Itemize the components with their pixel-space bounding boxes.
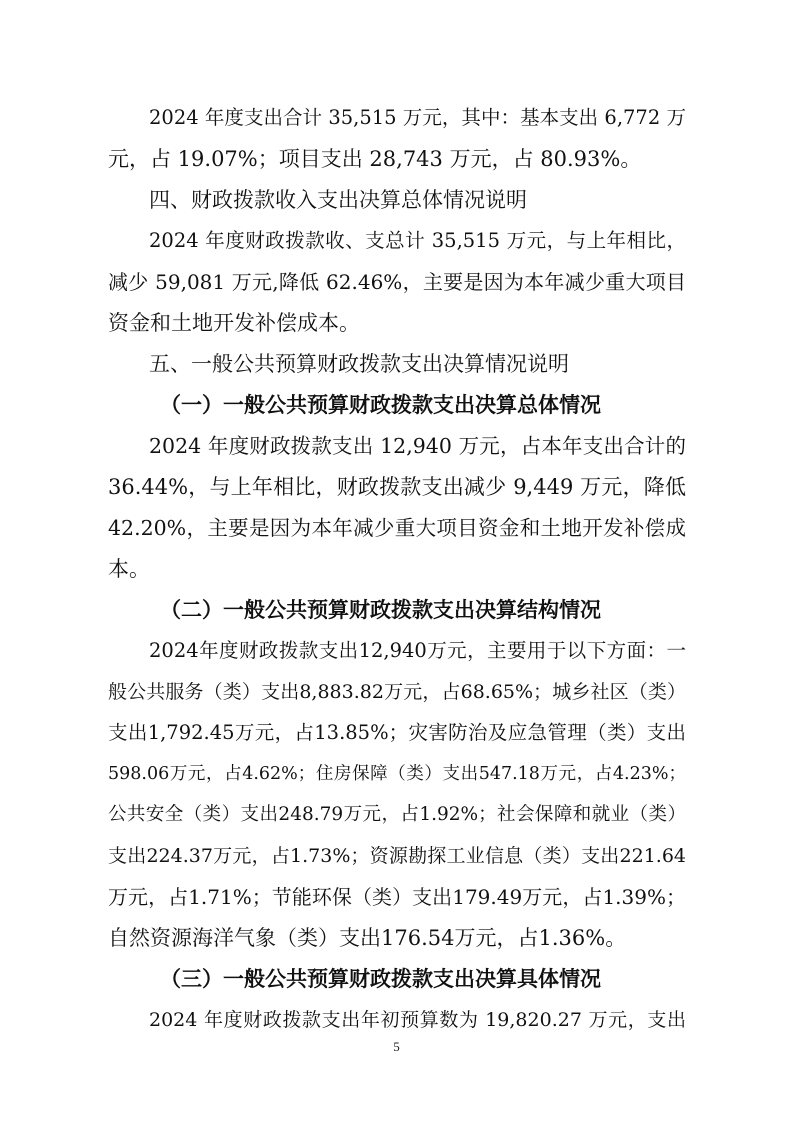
subsection-heading: （三）一般公共预算财政拨款支出决算具体情况 — [160, 966, 601, 991]
paragraph-line: 万元，占1.71%；节能环保（类）支出179.49万元，占1.39%； — [108, 885, 686, 909]
paragraph-line: 资金和土地开发补偿成本。 — [108, 311, 360, 335]
subsection-heading: （一）一般公共预算财政拨款支出决算总体情况 — [160, 392, 601, 417]
paragraph-line: 2024 年度支出合计 35,515 万元，其中：基本支出 6,772 万 — [149, 106, 686, 129]
paragraph-line: 2024 年度财政拨款收、支总计 35,515 万元，与上年相比， — [149, 229, 686, 252]
paragraph-line: 支出224.37万元，占1.73%；资源勘探工业信息（类）支出221.64 — [108, 845, 686, 867]
paragraph-line: 本。 — [108, 557, 150, 581]
paragraph-line: 般公共服务（类）支出8,883.82万元，占68.65%；城乡社区（类） — [108, 681, 686, 703]
paragraph-line: 42.20%，主要是因为本年减少重大项目资金和土地开发补偿成 — [108, 516, 686, 540]
subsection-heading: （二）一般公共预算财政拨款支出决算结构情况 — [160, 597, 601, 622]
section-heading: 四、财政拨款收入支出决算总体情况说明 — [149, 188, 527, 212]
paragraph-line: 2024年度财政拨款支出12,940万元，主要用于以下方面：一 — [149, 639, 686, 662]
paragraph-line: 支出1,792.45万元，占13.85%；灾害防治及应急管理（类）支出 — [108, 721, 686, 744]
paragraph-line: 2024 年度财政拨款支出 12,940 万元，占本年支出合计的 — [149, 434, 686, 458]
paragraph-line: 2024 年度财政拨款支出年初预算数为 19,820.27 万元，支出 — [149, 1009, 686, 1031]
paragraph-line: 598.06万元，占4.62%；住房保障（类）支出547.18万元，占4.23%； — [108, 764, 686, 784]
paragraph-line: 自然资源海洋气象（类）支出176.54万元，占1.36%。 — [108, 926, 627, 950]
paragraph-line: 36.44%，与上年相比，财政拨款支出减少 9,449 万元，降低 — [108, 475, 686, 499]
paragraph-line: 减少 59,081 万元,降低 62.46%，主要是因为本年减少重大项目 — [108, 270, 686, 294]
paragraph-line: 公共安全（类）支出248.79万元，占1.92%；社会保障和就业（类） — [108, 804, 686, 825]
page-number: 5 — [393, 1039, 400, 1054]
section-heading: 五、一般公共预算财政拨款支出决算情况说明 — [149, 352, 569, 376]
paragraph-line: 元，占 19.07%；项目支出 28,743 万元，占 80.93%。 — [108, 147, 642, 171]
